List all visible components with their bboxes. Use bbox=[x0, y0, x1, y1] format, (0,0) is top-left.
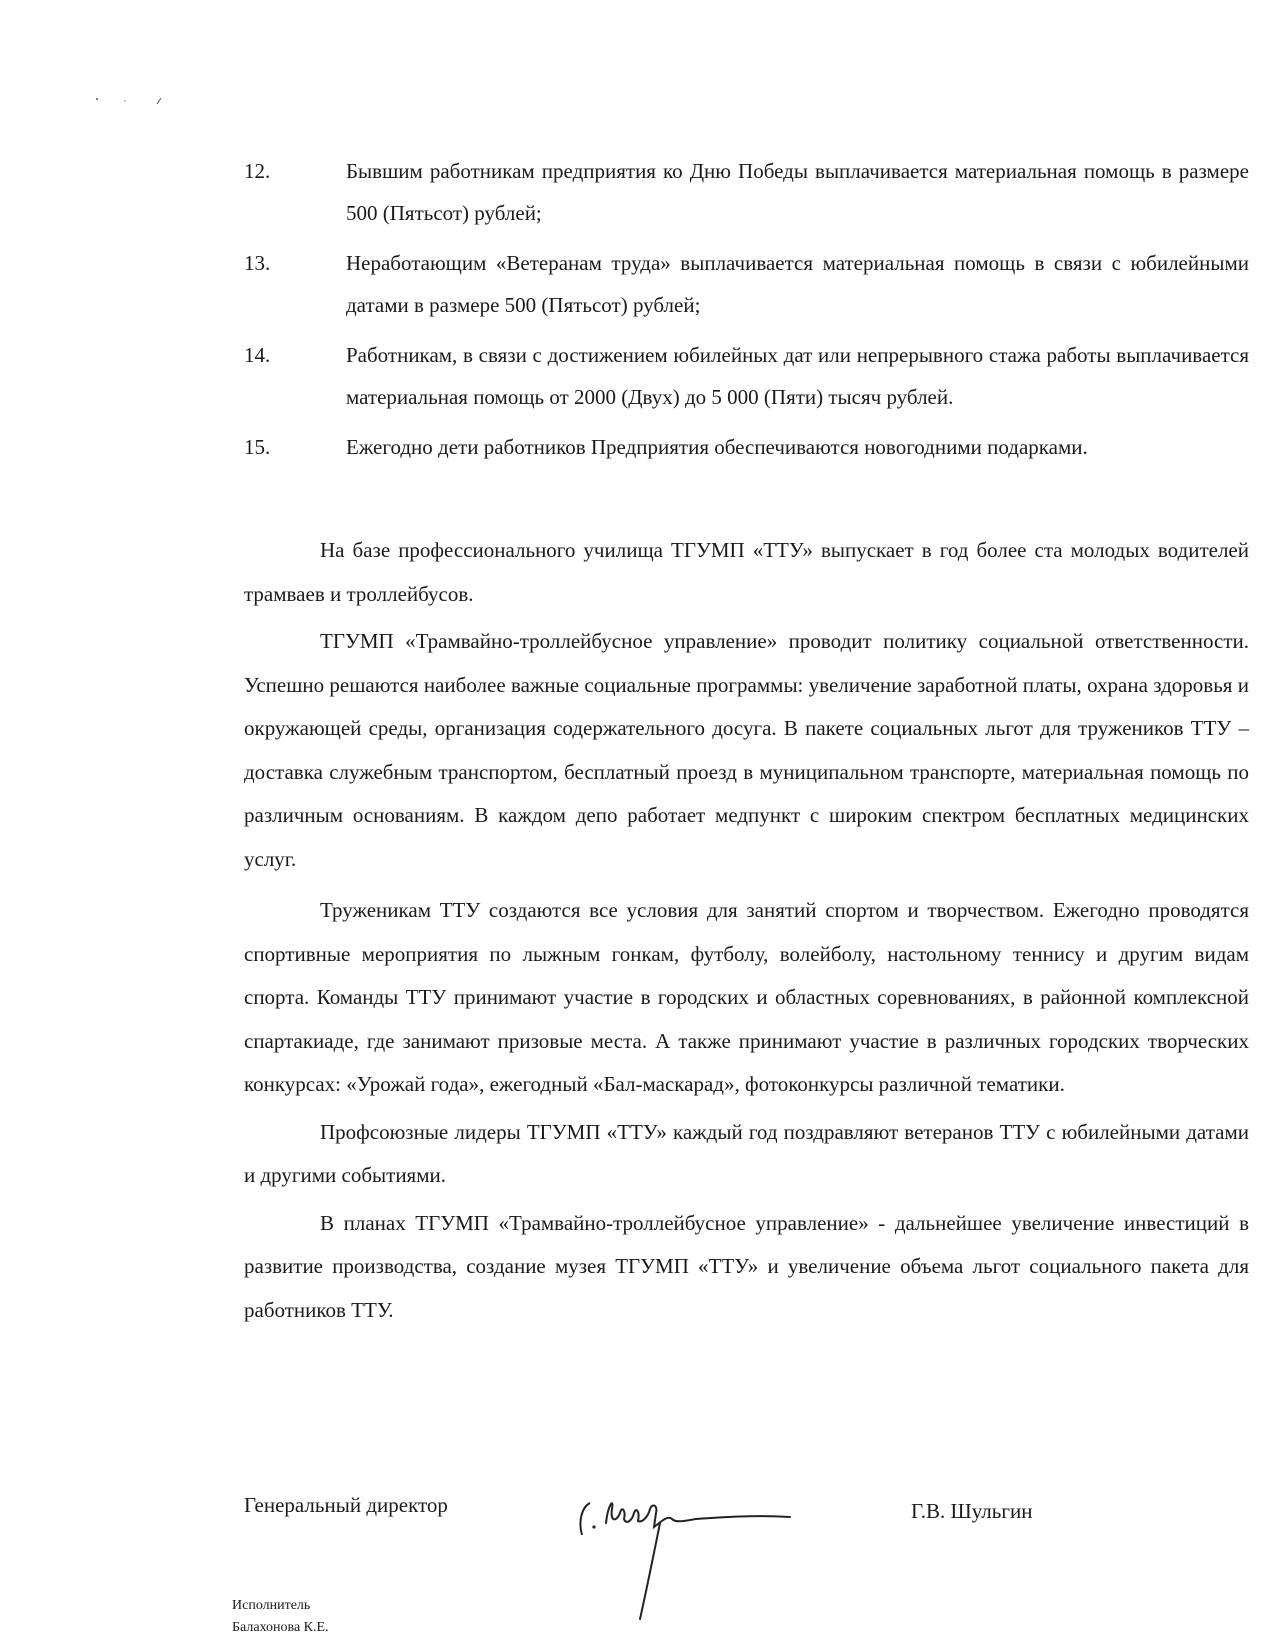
paragraph: Профсоюзные лидеры ТГУМП «ТТУ» каждый год поздравляют ветеранов ТТУ с юбилейными датами и другими событиями. bbox=[244, 1119, 1249, 1187]
list-item-text: Бывшим работникам предприятия ко Дню Победы выплачивается материальная помощь в размере 500 (Пятьсот) рублей; bbox=[346, 159, 1249, 225]
executor-block bbox=[232, 1595, 329, 1639]
list-item-number: 14. bbox=[244, 343, 271, 367]
handwritten-signature bbox=[564, 1483, 794, 1623]
signature-block bbox=[244, 1493, 1249, 1613]
paragraph: На базе профессионального училища ТГУМП «ТТУ» выпускает в год более ста молодых водителей трамваев и троллейбусов. bbox=[244, 538, 1249, 606]
list-item-number: 12. bbox=[244, 159, 271, 183]
executor-name: Балахонова К.Е. bbox=[232, 1620, 329, 1635]
paragraph: ТГУМП «Трамвайно-троллейбусное управление» проводит политику социальной ответственности. Успешно решаются наиболее важные социальные программы: увеличение заработной платы, охрана здоровья и окружающей среды, организация содержательного досуга. В пакете социальных льгот для тружеников ТТУ – доставка служебным транспортом, бесплатный проезд в муниципальном транспорте, материальная помощь по различным основаниям. В каждом депо работает медпункт с широким спектром бесплатных медицинских услуг. bbox=[244, 629, 1249, 871]
list-item bbox=[244, 242, 1249, 326]
paragraph: Труженикам ТТУ создаются все условия для занятий спортом и творчеством. Ежегодно проводятся спортивные мероприятия по лыжным гонкам, футболу, волейболу, настольному теннису и другим видам спорта. Команды ТТУ принимают участие в городских и областных соревнованиях, в районной комплексной спартакиаде, где занимают призовые места. А также принимают участие в различных городских творческих конкурсах: «Урожай года», ежегодный «Бал-маскарад», фотоконкурсы различной тематики. bbox=[244, 898, 1249, 1096]
list-item-text: Работникам, в связи с достижением юбилейных дат или непрерывного стажа работы выплачивается материальная помощь от 2000 (Двух) до 5 000 (Пяти) тысяч рублей. bbox=[346, 343, 1249, 409]
list-item-text: Неработающим «Ветеранам труда» выплачивается материальная помощь в связи с юбилейными датами в размере 500 (Пятьсот) рублей; bbox=[346, 251, 1249, 317]
signatory-name: Г.В. Шульгин bbox=[911, 1499, 1033, 1523]
scan-artifact bbox=[95, 96, 175, 108]
list-item bbox=[244, 150, 1249, 234]
body-text bbox=[244, 529, 1249, 1336]
paragraph: В планах ТГУМП «Трамвайно-троллейбусное управление» - дальнейшее увеличение инвестиций в развитие производства, создание музея ТГУМП «ТТУ» и увеличение объема льгот социального пакета для работников ТТУ. bbox=[244, 1210, 1249, 1322]
list-item bbox=[244, 426, 1249, 468]
list-item bbox=[244, 334, 1249, 418]
list-item-text: Ежегодно дети работников Предприятия обеспечиваются новогодними подарками. bbox=[346, 435, 1088, 459]
executor-label: Исполнитель bbox=[232, 1598, 311, 1613]
numbered-list bbox=[244, 150, 1249, 476]
signatory-title: Генеральный директор bbox=[244, 1493, 448, 1517]
list-item-number: 13. bbox=[244, 251, 271, 275]
list-item-number: 15. bbox=[244, 435, 271, 459]
